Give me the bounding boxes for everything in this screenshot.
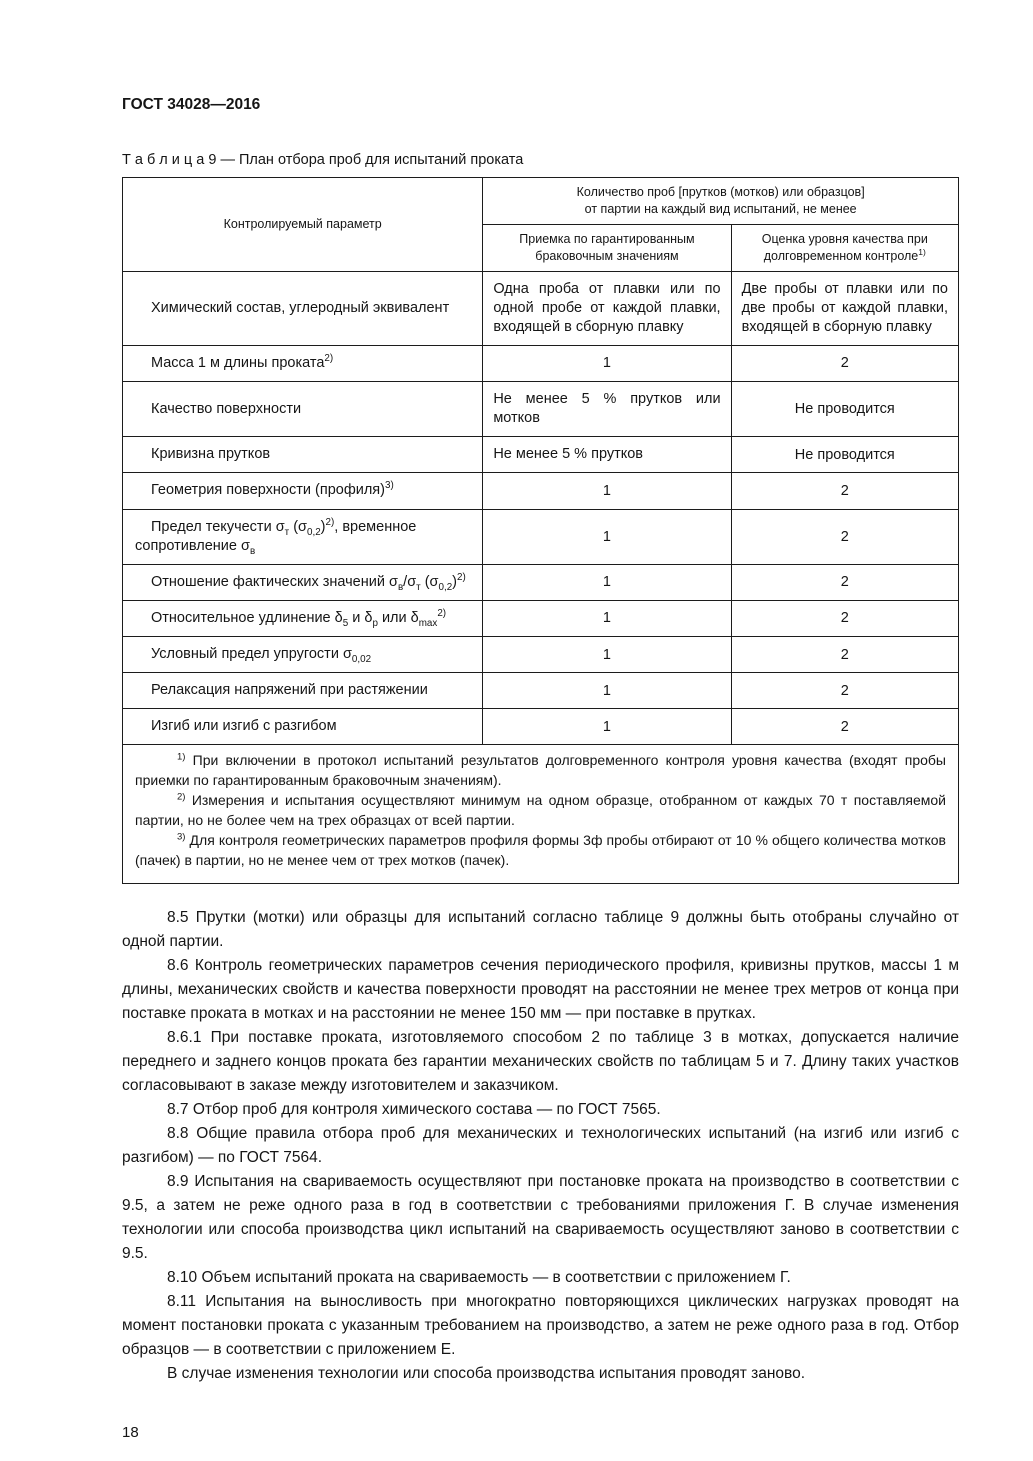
sampling-plan-table xyxy=(122,177,959,884)
header-cell-parameter: Контролируемый параметр xyxy=(123,178,483,272)
paragraph-8-11: 8.11 Испытания на выносливость при многократно повторяющихся циклических нагрузках проводят на момент постановки проката с указанным требованием на производство, а затем не реже одного раза в год. Отбор образцов — в соответствии с приложением Е. xyxy=(122,1292,959,1358)
table-footnote-3: $^{3)}$ Для контроля геометрических параметров профиля формы 3ф пробы отбирают от 10 % общего количества мотков (пачек) в партии, но не менее чем от трех мотков (пачек). xyxy=(135,831,946,868)
paragraph-8-5: 8.5 Прутки (мотки) или образцы для испытаний согласно таблице 9 должны быть отобраны случайно от одной партии. xyxy=(122,908,959,950)
accept-cell: 1 xyxy=(483,473,731,509)
param-cell: Масса 1 м длины проката$^{2)}$ xyxy=(123,345,483,381)
quality-cell: 2 xyxy=(731,673,958,709)
param-cell: Отношение фактических значений $\sigma_в/\sigma_т$ $(\sigma_{0,2})^{2)}$ xyxy=(123,564,483,600)
table-footnote-1: $^{1)}$ При включении в протокол испытаний результатов долговременного контроля уровня качества (входят пробы приемки по гарантированным браковочным значениям). xyxy=(135,751,946,789)
table-row xyxy=(123,509,959,564)
param-cell: Изгиб или изгиб с разгибом xyxy=(123,709,483,745)
quality-cell: 2 xyxy=(731,509,958,564)
quality-cell: 2 xyxy=(731,564,958,600)
table-row xyxy=(123,709,959,745)
paragraph-8-6-1: 8.6.1 При поставке проката, изготовляемого способом 2 по таблице 3 в мотках, допускается наличие переднего и заднего концов проката без гарантии механических свойств по таблицам 5 и 7. Длину таких участков согласовывают в заказе между изготовителем и заказчиком. xyxy=(122,1028,959,1094)
page-number: 18 xyxy=(122,1423,139,1441)
body-text xyxy=(122,906,959,1386)
accept-cell: Не менее 5 % прутков xyxy=(483,437,731,473)
table-footnotes-row xyxy=(123,745,959,883)
table-header xyxy=(123,178,959,272)
accept-cell: 1 xyxy=(483,673,731,709)
table-row xyxy=(123,564,959,600)
table-row xyxy=(123,473,959,509)
param-cell: Предел текучести $\sigma_т$ $(\sigma_{0,2})^{2)}$, временное сопротивление $\sigma_в$ xyxy=(123,509,483,564)
accept-cell: 1 xyxy=(483,637,731,673)
table-row xyxy=(123,600,959,636)
doc-number: ГОСТ 34028—2016 xyxy=(122,96,261,113)
table-footnotes xyxy=(123,745,959,883)
accept-cell: 1 xyxy=(483,709,731,745)
table-row xyxy=(123,637,959,673)
table-footnote-2: $^{2)}$ Измерения и испытания осуществляют минимум на одном образце, отобранном от каждых 70 т поставляемой партии, но не более чем на трех образцах от всей партии. xyxy=(135,791,946,828)
quality-cell: Две пробы от плавки или по две пробы от каждой плавки, входящей в сборную плавку xyxy=(731,271,958,345)
table-caption: Т а б л и ц а 9 — План отбора проб для испытаний проката xyxy=(122,152,524,168)
param-cell: Относительное удлинение $\delta_5$ и $\delta_р$ или $\delta_{max}^{2)}$ xyxy=(123,600,483,636)
paragraph-8-7: 8.7 Отбор проб для контроля химического состава — по ГОСТ 7565. xyxy=(167,1100,661,1118)
quality-cell: 2 xyxy=(731,473,958,509)
table-row xyxy=(123,673,959,709)
table-row xyxy=(123,345,959,381)
quality-cell: 2 xyxy=(731,637,958,673)
table-row xyxy=(123,382,959,437)
paragraph-8-6: 8.6 Контроль геометрических параметров сечения периодического профиля, кривизны прутков, массы 1 м длины, механических свойств и качества поверхности проводят на расстоянии не менее трех метров от конца при поставке проката в мотках и на расстоянии не менее 150 мм — при поставке в прутках. xyxy=(122,956,959,1022)
param-cell: Качество поверхности xyxy=(123,382,483,437)
quality-cell: 2 xyxy=(731,709,958,745)
header-cell-group: Количество проб [прутков (мотков) или образцов] от партии на каждый вид испытаний, не менее xyxy=(483,178,959,225)
table-row xyxy=(123,437,959,473)
header-cell-acceptance: Приемка по гарантированным браковочным значениям xyxy=(483,224,731,271)
quality-cell: Не проводится xyxy=(731,437,958,473)
table-body xyxy=(123,271,959,883)
header-cell-quality: Оценка уровня качества при долговременном контроле$^{1)}$ xyxy=(731,224,958,271)
accept-cell: Одна проба от плавки или по одной пробе от каждой плавки, входящей в сборную плавку xyxy=(483,271,731,345)
param-cell: Химический состав, углеродный эквивалент xyxy=(123,271,483,345)
paragraph-8-9: 8.9 Испытания на свариваемость осуществляют при постановке проката на производство в соответствии с 9.5, а затем не реже одного раза в год в соответствии с требованиями приложения Г. В случае изменения технологии или способа производства цикл испытаний на свариваемость осуществляют заново в соответствии с 9.5. xyxy=(122,1172,959,1262)
accept-cell: 1 xyxy=(483,345,731,381)
table-row xyxy=(123,271,959,345)
accept-cell: Не менее 5 % прутков или мотков xyxy=(483,382,731,437)
param-cell: Релаксация напряжений при растяжении xyxy=(123,673,483,709)
quality-cell: Не проводится xyxy=(731,382,958,437)
param-cell: Геометрия поверхности (профиля)$^{3)}$ xyxy=(123,473,483,509)
accept-cell: 1 xyxy=(483,509,731,564)
accept-cell: 1 xyxy=(483,564,731,600)
paragraph-8-10: 8.10 Объем испытаний проката на свариваемость — в соответствии с приложением Г. xyxy=(167,1268,791,1286)
quality-cell: 2 xyxy=(731,600,958,636)
paragraph-closing: В случае изменения технологии или способа производства испытания проводят заново. xyxy=(167,1364,806,1382)
param-cell: Кривизна прутков xyxy=(123,437,483,473)
accept-cell: 1 xyxy=(483,600,731,636)
quality-cell: 2 xyxy=(731,345,958,381)
paragraph-8-8: 8.8 Общие правила отбора проб для механических и технологических испытаний (на изгиб или изгиб с разгибом) — по ГОСТ 7564. xyxy=(122,1124,959,1166)
param-cell: Условный предел упругости $\sigma_{0,02}$ xyxy=(123,637,483,673)
